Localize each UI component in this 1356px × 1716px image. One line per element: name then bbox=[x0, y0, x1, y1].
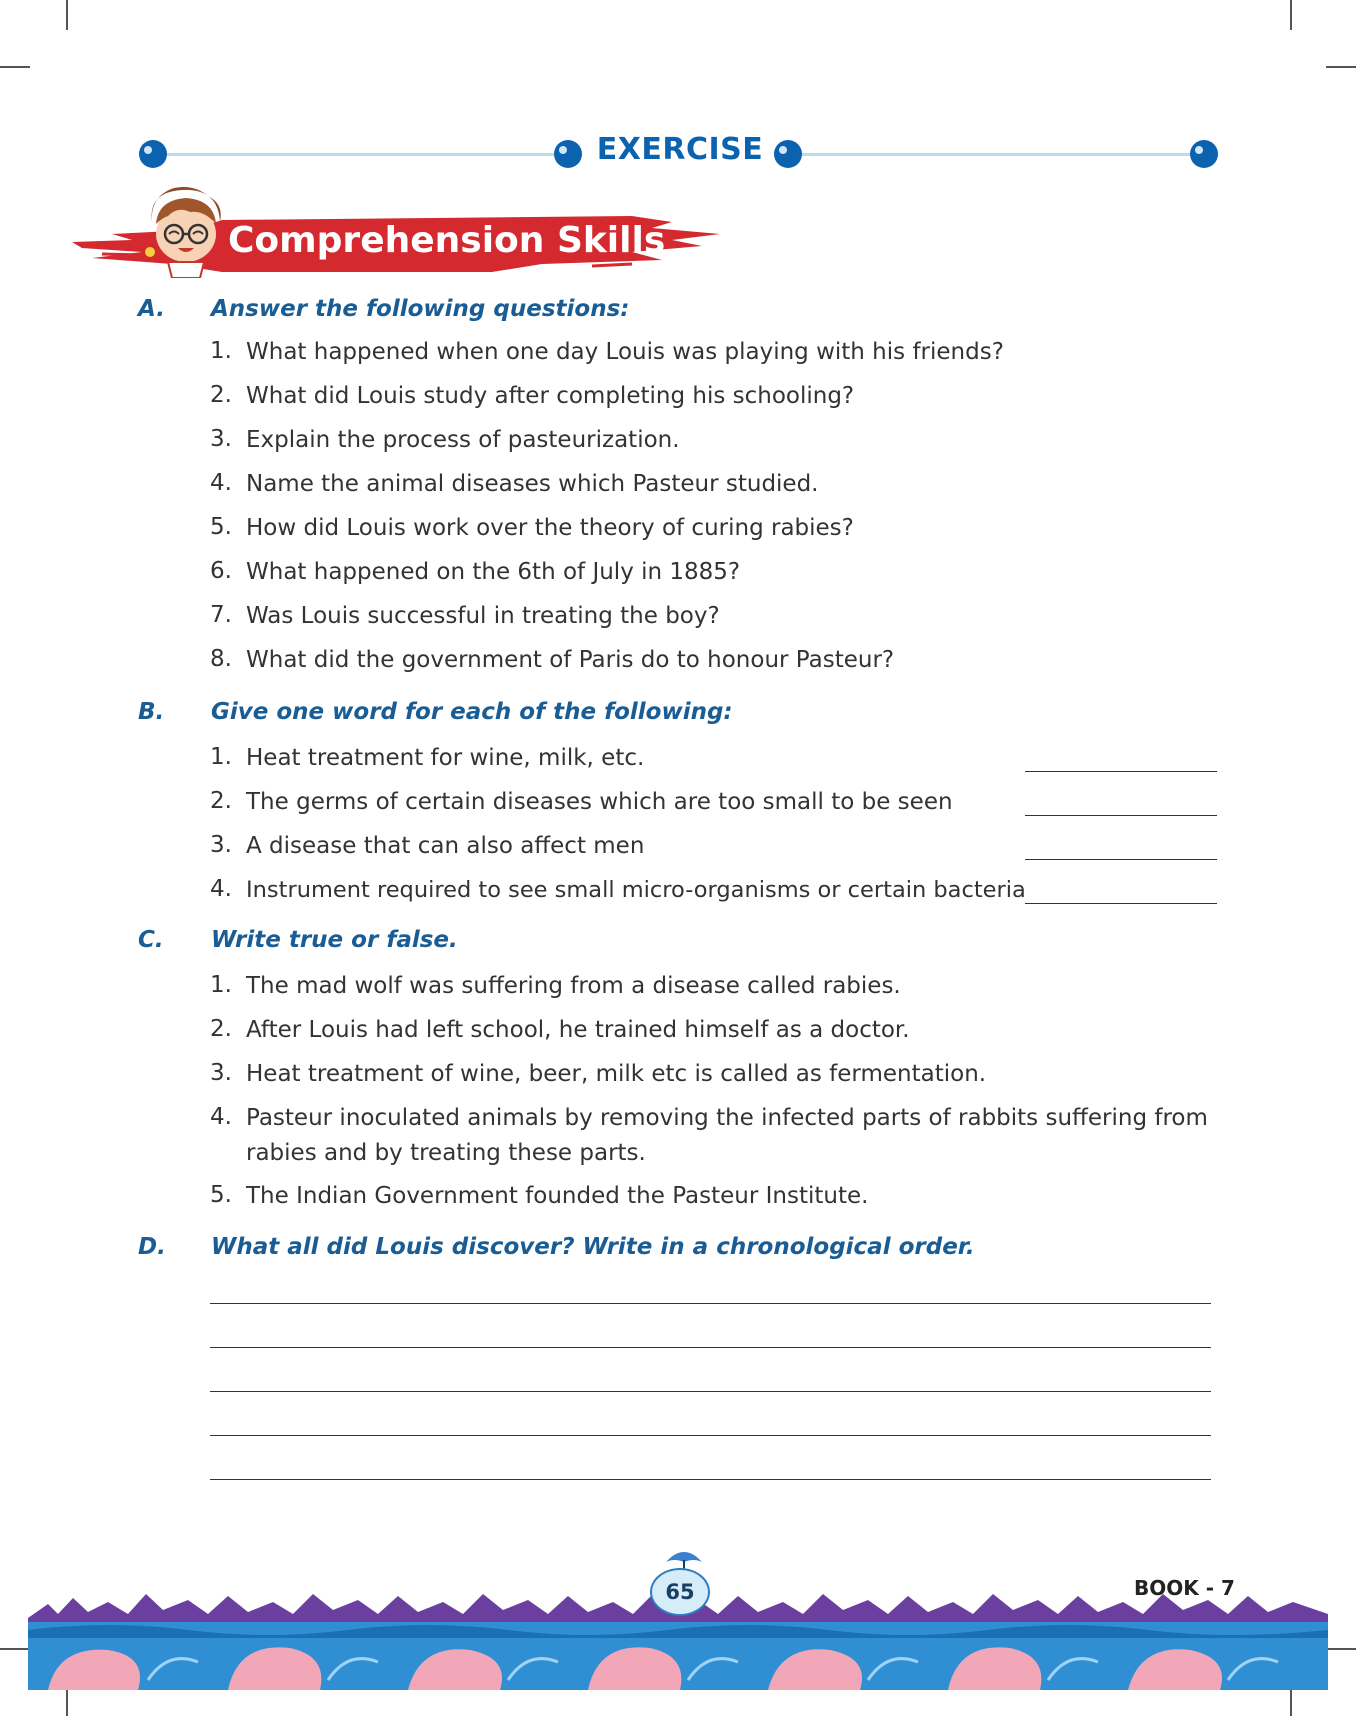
question-number: 7. bbox=[210, 602, 232, 628]
section-c-title: Write true or false. bbox=[211, 927, 458, 953]
book-label: BOOK - 7 bbox=[1134, 1576, 1235, 1600]
section-a-letter: A. bbox=[138, 296, 165, 322]
question-number: 6. bbox=[210, 558, 232, 584]
page-number: 65 bbox=[650, 1568, 710, 1616]
exercise-title: EXERCISE bbox=[596, 132, 764, 167]
writing-line[interactable] bbox=[210, 1435, 1211, 1436]
question-number: 1. bbox=[210, 744, 232, 770]
question-text: Name the animal diseases which Pasteur studied. bbox=[246, 471, 819, 497]
section-a-title: Answer the following questions: bbox=[211, 296, 630, 322]
section-b-letter: B. bbox=[138, 699, 165, 725]
question-text: The Indian Government founded the Pasteur Institute. bbox=[246, 1183, 869, 1209]
mascot-boy-icon bbox=[138, 182, 234, 278]
question-number: 5. bbox=[210, 1182, 232, 1208]
question-text: The mad wolf was suffering from a disease called rabies. bbox=[246, 973, 901, 999]
question-text: Explain the process of pasteurization. bbox=[246, 427, 680, 453]
crop-mark bbox=[1326, 66, 1356, 68]
question-number: 1. bbox=[210, 338, 232, 364]
bullet-dot-icon bbox=[139, 140, 167, 168]
writing-line[interactable] bbox=[210, 1391, 1211, 1392]
writing-line[interactable] bbox=[210, 1303, 1211, 1304]
section-banner-title: Comprehension Skills bbox=[228, 220, 666, 261]
bullet-dot-icon bbox=[774, 140, 802, 168]
question-number: 2. bbox=[210, 382, 232, 408]
writing-line[interactable] bbox=[210, 1479, 1211, 1480]
crop-mark bbox=[0, 1648, 30, 1650]
question-text: Was Louis successful in treating the boy? bbox=[246, 603, 720, 629]
question-text: How did Louis work over the theory of curing rabies? bbox=[246, 515, 854, 541]
crop-mark bbox=[1326, 1648, 1356, 1650]
question-text: After Louis had left school, he trained himself as a doctor. bbox=[246, 1017, 910, 1043]
crop-mark bbox=[1290, 0, 1292, 30]
question-text: Heat treatment for wine, milk, etc. bbox=[246, 745, 645, 771]
crop-mark bbox=[1290, 1686, 1292, 1716]
question-number: 4. bbox=[210, 1104, 232, 1130]
question-number: 2. bbox=[210, 1016, 232, 1042]
question-text: What did Louis study after completing his schooling? bbox=[246, 383, 855, 409]
question-number: 1. bbox=[210, 972, 232, 998]
question-number: 3. bbox=[210, 832, 232, 858]
writing-line[interactable] bbox=[210, 1347, 1211, 1348]
question-number: 4. bbox=[210, 470, 232, 496]
question-text: Instrument required to see small micro-organisms or certain bacteria bbox=[246, 877, 1026, 903]
bullet-dot-icon bbox=[1190, 140, 1218, 168]
question-text: Heat treatment of wine, beer, milk etc is called as fermentation. bbox=[246, 1061, 987, 1087]
crop-mark bbox=[66, 0, 68, 30]
crop-mark bbox=[66, 1686, 68, 1716]
section-d-title: What all did Louis discover? Write in a chronological order. bbox=[211, 1234, 975, 1260]
question-number: 8. bbox=[210, 646, 232, 672]
question-number: 2. bbox=[210, 788, 232, 814]
question-text: A disease that can also affect men bbox=[246, 833, 645, 859]
answer-blank[interactable] bbox=[1025, 771, 1217, 772]
header-rule-right bbox=[800, 153, 1200, 156]
section-b-title: Give one word for each of the following: bbox=[211, 699, 733, 725]
crop-mark bbox=[0, 66, 30, 68]
bullet-dot-icon bbox=[554, 140, 582, 168]
answer-blank[interactable] bbox=[1025, 859, 1217, 860]
question-text: What happened on the 6th of July in 1885? bbox=[246, 559, 741, 585]
question-number: 3. bbox=[210, 426, 232, 452]
question-text: Pasteur inoculated animals by removing the infected parts of rabbits suffering from rabies and by treating these parts. bbox=[246, 1105, 1208, 1166]
question-number: 4. bbox=[210, 876, 232, 902]
question-text: What did the government of Paris do to honour Pasteur? bbox=[246, 647, 895, 673]
answer-blank[interactable] bbox=[1025, 815, 1217, 816]
header-rule-left bbox=[152, 153, 556, 156]
question-text: What happened when one day Louis was playing with his friends? bbox=[246, 339, 1004, 365]
section-d-letter: D. bbox=[138, 1234, 166, 1260]
question-text: The germs of certain diseases which are too small to be seen bbox=[246, 789, 953, 815]
section-c-letter: C. bbox=[138, 927, 164, 953]
question-number: 3. bbox=[210, 1060, 232, 1086]
answer-blank[interactable] bbox=[1025, 903, 1217, 904]
question-number: 5. bbox=[210, 514, 232, 540]
